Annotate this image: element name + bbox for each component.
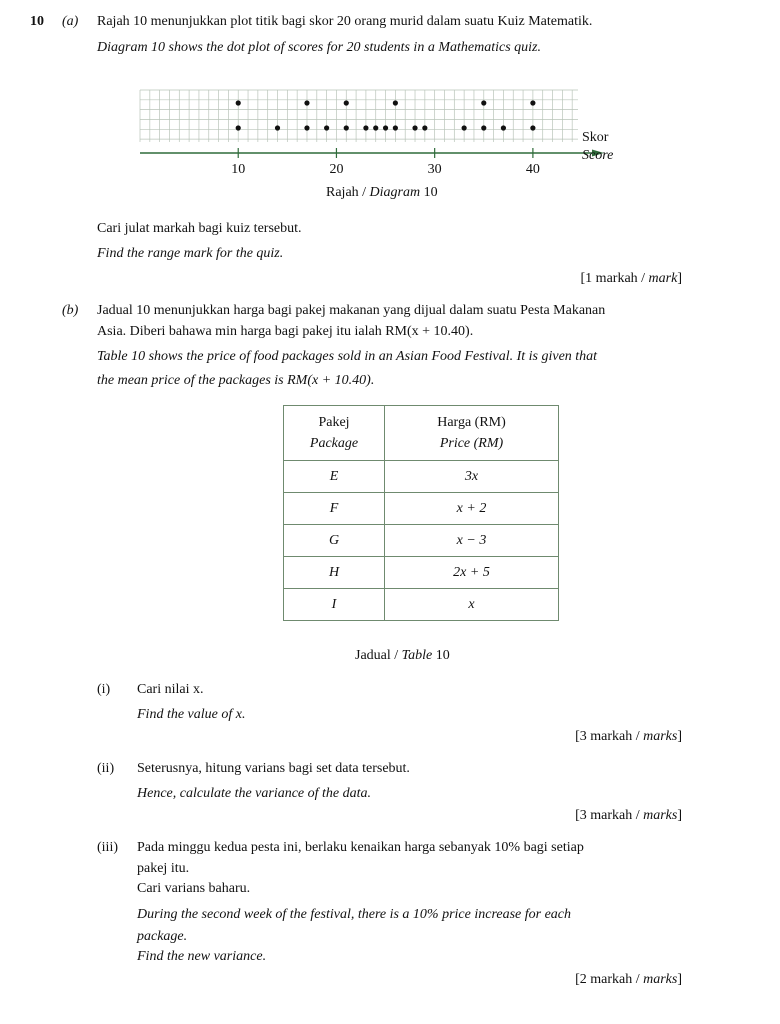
data-dot — [344, 125, 349, 130]
sub-iii-text-malay-3: Cari varians baharu. — [137, 881, 251, 896]
header-price-malay: Harga (RM) — [437, 415, 506, 430]
table-caption-malay: Jadual / — [355, 648, 402, 663]
header-package-english: Package — [309, 436, 359, 451]
part-b-text-english-2: the mean price of the packages is RM(x + 10.40). — [97, 373, 375, 388]
data-dot — [324, 125, 329, 130]
marks-malay: [3 markah / — [575, 808, 644, 823]
data-dot — [530, 125, 535, 130]
sub-i-text-malay: Cari nilai x. — [137, 682, 204, 697]
sub-ii-text-malay: Seterusnya, hitung varians bagi set data tersebut. — [137, 761, 410, 776]
question-number: 10 — [30, 14, 44, 29]
header-package-malay: Pakej — [318, 415, 350, 430]
axis-label-malay: Skor — [582, 130, 609, 145]
table-row — [284, 525, 559, 557]
sub-iii-text-english-2: package. — [137, 929, 188, 944]
sub-i-label: (i) — [97, 682, 111, 697]
part-b-text-english-1: Table 10 shows the price of food packages sold in an Asian Food Festival. It is given that — [97, 349, 598, 364]
price-cell: x — [385, 589, 559, 621]
header-package — [284, 406, 385, 461]
price-cell: 3x — [385, 461, 559, 493]
package-cell: F — [284, 493, 385, 525]
header-price — [385, 406, 559, 461]
package-cell: I — [284, 589, 385, 621]
table-header-row — [284, 406, 559, 461]
marks-english: marks — [643, 729, 678, 744]
table-caption — [355, 648, 450, 664]
sub-iii-text-english-3: Find the new variance. — [137, 949, 267, 964]
data-dot — [462, 125, 467, 130]
data-dot — [304, 125, 309, 130]
dot-plot — [130, 86, 630, 186]
diagram-caption-malay: Rajah / — [326, 185, 370, 200]
sub-iii-text-english-1: During the second week of the festival, there is a 10% price increase for each — [137, 907, 572, 922]
x-tick-label: 30 — [427, 162, 442, 177]
table-row — [284, 493, 559, 525]
price-cell: x − 3 — [385, 525, 559, 557]
marks-close: ] — [677, 729, 682, 744]
x-tick-label: 10 — [231, 162, 246, 177]
part-a-marks — [581, 271, 682, 287]
plot-grid — [140, 90, 578, 142]
marks-english: marks — [643, 972, 678, 987]
data-dot — [344, 100, 349, 105]
data-dot — [393, 125, 398, 130]
part-a-instruction-english: Find the range mark for the quiz. — [97, 246, 284, 261]
data-dot — [383, 125, 388, 130]
sub-ii-text-english: Hence, calculate the variance of the data. — [137, 786, 372, 801]
part-b-text-malay-1: Jadual 10 menunjukkan harga bagi pakej makanan yang dijual dalam suatu Pesta Makanan — [97, 303, 606, 318]
marks-malay: [3 markah / — [575, 729, 644, 744]
part-a-text-malay: Rajah 10 menunjukkan plot titik bagi skor 20 orang murid dalam suatu Kuiz Matematik. — [97, 14, 593, 29]
marks-english: marks — [643, 808, 678, 823]
package-cell: G — [284, 525, 385, 557]
data-dot — [412, 125, 417, 130]
sub-i-marks — [575, 729, 682, 745]
table-row — [284, 589, 559, 621]
sub-iii-label: (iii) — [97, 840, 118, 855]
package-cell: H — [284, 557, 385, 589]
data-dot — [236, 100, 241, 105]
x-tick-label: 40 — [525, 162, 540, 177]
data-dot — [393, 100, 398, 105]
data-dot — [236, 125, 241, 130]
marks-close: ] — [677, 271, 682, 286]
table-row — [284, 461, 559, 493]
package-cell: E — [284, 461, 385, 493]
diagram-caption-english: Diagram — [369, 185, 421, 200]
data-dot — [275, 125, 280, 130]
sub-iii-marks — [575, 972, 682, 988]
marks-english: mark — [648, 271, 678, 286]
price-cell: 2x + 5 — [385, 557, 559, 589]
diagram-caption — [326, 185, 438, 201]
data-dot — [481, 125, 486, 130]
sub-iii-text-malay-1: Pada minggu kedua pesta ini, berlaku kenaikan harga sebanyak 10% bagi setiap — [137, 840, 584, 855]
axis-label-english: Score — [582, 148, 614, 163]
header-price-english: Price (RM) — [439, 436, 504, 451]
x-tick-label: 20 — [329, 162, 344, 177]
sub-ii-label: (ii) — [97, 761, 115, 776]
marks-close: ] — [677, 972, 682, 987]
data-dot — [304, 100, 309, 105]
table-caption-number: 10 — [432, 648, 450, 663]
part-a-instruction-malay: Cari julat markah bagi kuiz tersebut. — [97, 221, 302, 236]
diagram-caption-number: 10 — [420, 185, 438, 200]
package-price-table — [283, 405, 559, 621]
part-b-text-malay-2: Asia. Diberi bahawa min harga bagi pakej itu ialah RM(x + 10.40). — [97, 324, 474, 339]
sub-iii-text-malay-2: pakej itu. — [137, 861, 190, 876]
marks-malay: [1 markah / — [580, 271, 649, 286]
data-dot — [373, 125, 378, 130]
table-row — [284, 557, 559, 589]
part-b-label: (b) — [62, 303, 79, 318]
part-a-text-english: Diagram 10 shows the dot plot of scores for 20 students in a Mathematics quiz. — [97, 40, 541, 55]
data-dot — [363, 125, 368, 130]
marks-malay: [2 markah / — [575, 972, 644, 987]
part-a-label: (a) — [62, 14, 79, 29]
marks-close: ] — [677, 808, 682, 823]
data-dot — [501, 125, 506, 130]
sub-ii-marks — [575, 808, 682, 824]
table-caption-english: Table — [401, 648, 433, 663]
data-dot — [481, 100, 486, 105]
plot-axis — [140, 148, 604, 177]
price-cell: x + 2 — [385, 493, 559, 525]
data-dot — [530, 100, 535, 105]
data-dot — [422, 125, 427, 130]
sub-i-text-english: Find the value of x. — [137, 707, 246, 722]
